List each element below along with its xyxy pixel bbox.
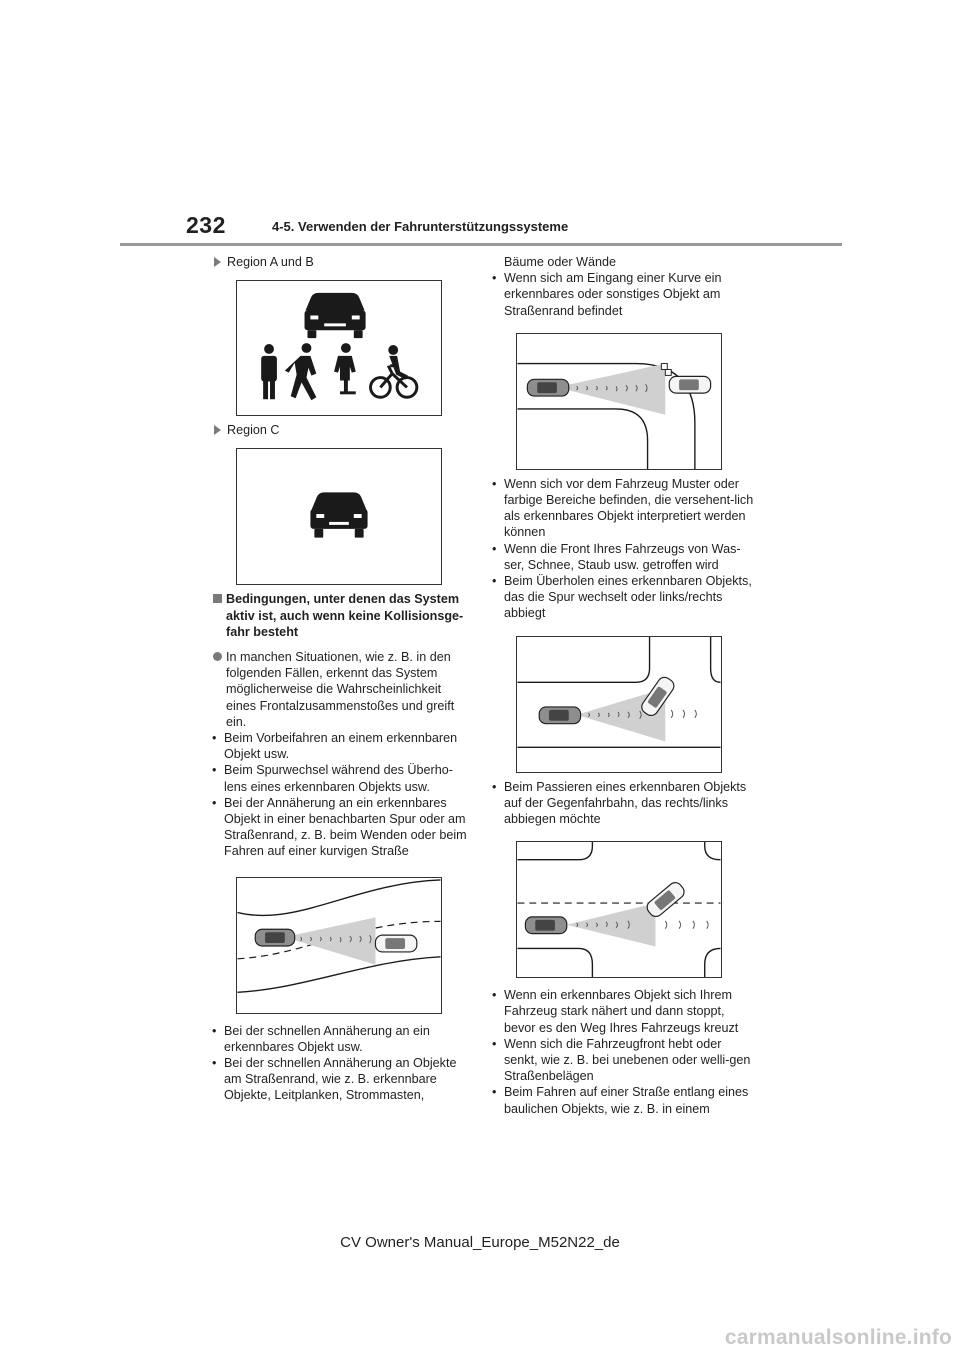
list-item: • Wenn sich die Fahrzeugfront hebt oder senkt, wie z. B. bei unebenen oder welli-gen Straßenbelägen xyxy=(492,1036,754,1085)
conditions-heading xyxy=(212,591,472,640)
detection-fan xyxy=(567,903,656,946)
continuation-text: Bäume oder Wände xyxy=(504,255,617,269)
section-title: 4-5. Verwenden der Fahrunterstützungssysteme xyxy=(272,219,569,234)
figure-region-ab xyxy=(236,280,442,416)
car-front-icon xyxy=(305,293,366,338)
list-item: • Wenn sich am Eingang einer Kurve ein erkennbares oder sonstiges Objekt am Straßenrand befindet xyxy=(492,270,754,319)
cyclist-icon xyxy=(371,366,417,398)
list-item: • Beim Vorbeifahren an einem erkennbaren Objekt usw. xyxy=(212,730,472,762)
list-item: • Bei der schnellen Annäherung an Objekte am Straßenrand, wie z. B. erkennbare Objekte, Leitplanken, Strommasten, xyxy=(212,1055,472,1104)
walking-person-icon xyxy=(285,343,317,400)
region-c-label: Region C xyxy=(227,423,280,438)
bullet-list-left-1 xyxy=(212,730,472,860)
car-pedestrians-cyclist-illustration xyxy=(237,281,441,415)
bullet-list-right-1 xyxy=(492,270,754,319)
own-car-icon xyxy=(539,707,580,724)
intro-text: In manchen Situationen, wie z. B. in den folgenden Fällen, erkennt das System möglicherweise die Wahrscheinlichkeit eines Frontalzusammenstoßes und greift ein. xyxy=(226,650,455,729)
list-item: • Beim Fahren auf einer Straße entlang eines baulichen Objekts, wie z. B. in einem xyxy=(492,1084,754,1116)
own-car-icon xyxy=(527,379,568,396)
page-number: 232 xyxy=(186,212,226,238)
list-item: • Wenn ein erkennbares Objekt sich Ihrem Fahrzeug stark nähert und dann stoppt, bevor es den Weg Ihres Fahrzeugs kreuzt xyxy=(492,987,754,1036)
region-ab-heading xyxy=(212,254,472,270)
list-item: • Wenn die Front Ihres Fahrzeugs von Was-ser, Schnee, Staub usw. getroffen wird xyxy=(492,541,754,573)
right-column xyxy=(492,254,754,1117)
standing-person-icon xyxy=(261,344,277,399)
detection-fan xyxy=(557,363,665,414)
region-ab-label: Region A und B xyxy=(227,255,314,269)
list-item: • Beim Passieren eines erkennbaren Objekts auf der Gegenfahrbahn, das rechts/links abbiegen möchte xyxy=(492,779,754,828)
list-item: • Wenn sich vor dem Fahrzeug Muster oder farbige Bereiche befinden, die versehent-lich als erkennbares Objekt interpretiert werden können xyxy=(492,476,754,541)
bullet-list-left-2 xyxy=(212,1023,472,1104)
left-column xyxy=(212,254,472,1104)
own-car-icon xyxy=(255,929,294,946)
circle-marker-icon xyxy=(213,652,222,661)
figure-overtaking-turning xyxy=(516,636,722,773)
curve-entrance-illustration xyxy=(517,334,721,469)
list-item: • Beim Spurwechsel während des Überho-lens eines erkennbaren Objekts usw. xyxy=(212,762,472,794)
curved-road-illustration xyxy=(237,878,441,1013)
own-car-icon xyxy=(525,917,566,934)
car-front-illustration xyxy=(237,449,441,584)
list-item: • Beim Überholen eines erkennbaren Objekts, das die Spur wechselt oder links/rechts abbiegt xyxy=(492,573,754,622)
manual-footer: CV Owner's Manual_Europe_M52N22_de xyxy=(340,1234,620,1251)
triangle-marker-icon xyxy=(214,257,221,267)
figure-region-c xyxy=(236,448,442,585)
oncoming-turning-car-icon xyxy=(644,880,686,919)
bullet-list-right-4 xyxy=(492,987,754,1117)
figure-curve-entrance xyxy=(516,333,722,470)
other-car-icon xyxy=(669,376,710,393)
bullet-list-right-3 xyxy=(492,779,754,828)
conditions-heading-text: Bedingungen, unter denen das System aktiv ist, auch wenn keine Kollisionsge-fahr besteht xyxy=(226,592,464,639)
header-divider xyxy=(120,243,842,246)
region-c-heading xyxy=(212,422,472,438)
scooter-rider-icon xyxy=(334,343,356,394)
other-car-icon xyxy=(375,935,416,952)
oncoming-turn-illustration xyxy=(517,842,721,977)
overtaking-turning-illustration xyxy=(517,637,721,772)
triangle-marker-icon xyxy=(214,425,221,435)
bullet-list-right-2 xyxy=(492,476,754,622)
figure-curved-road xyxy=(236,877,442,1014)
list-item: • Bei der Annäherung an ein erkennbares Objekt in einer benachbarten Spur oder am Straßenrand, z. B. beim Wenden oder beim Fahren auf einer kurvigen Straße xyxy=(212,795,472,860)
intro-paragraph xyxy=(212,649,472,730)
figure-oncoming-turn xyxy=(516,841,722,978)
watermark: carmanualsonline.info xyxy=(724,1326,952,1349)
list-item: • Bei der schnellen Annäherung an ein erkennbares Objekt usw. xyxy=(212,1023,472,1055)
square-marker-icon xyxy=(213,594,222,603)
